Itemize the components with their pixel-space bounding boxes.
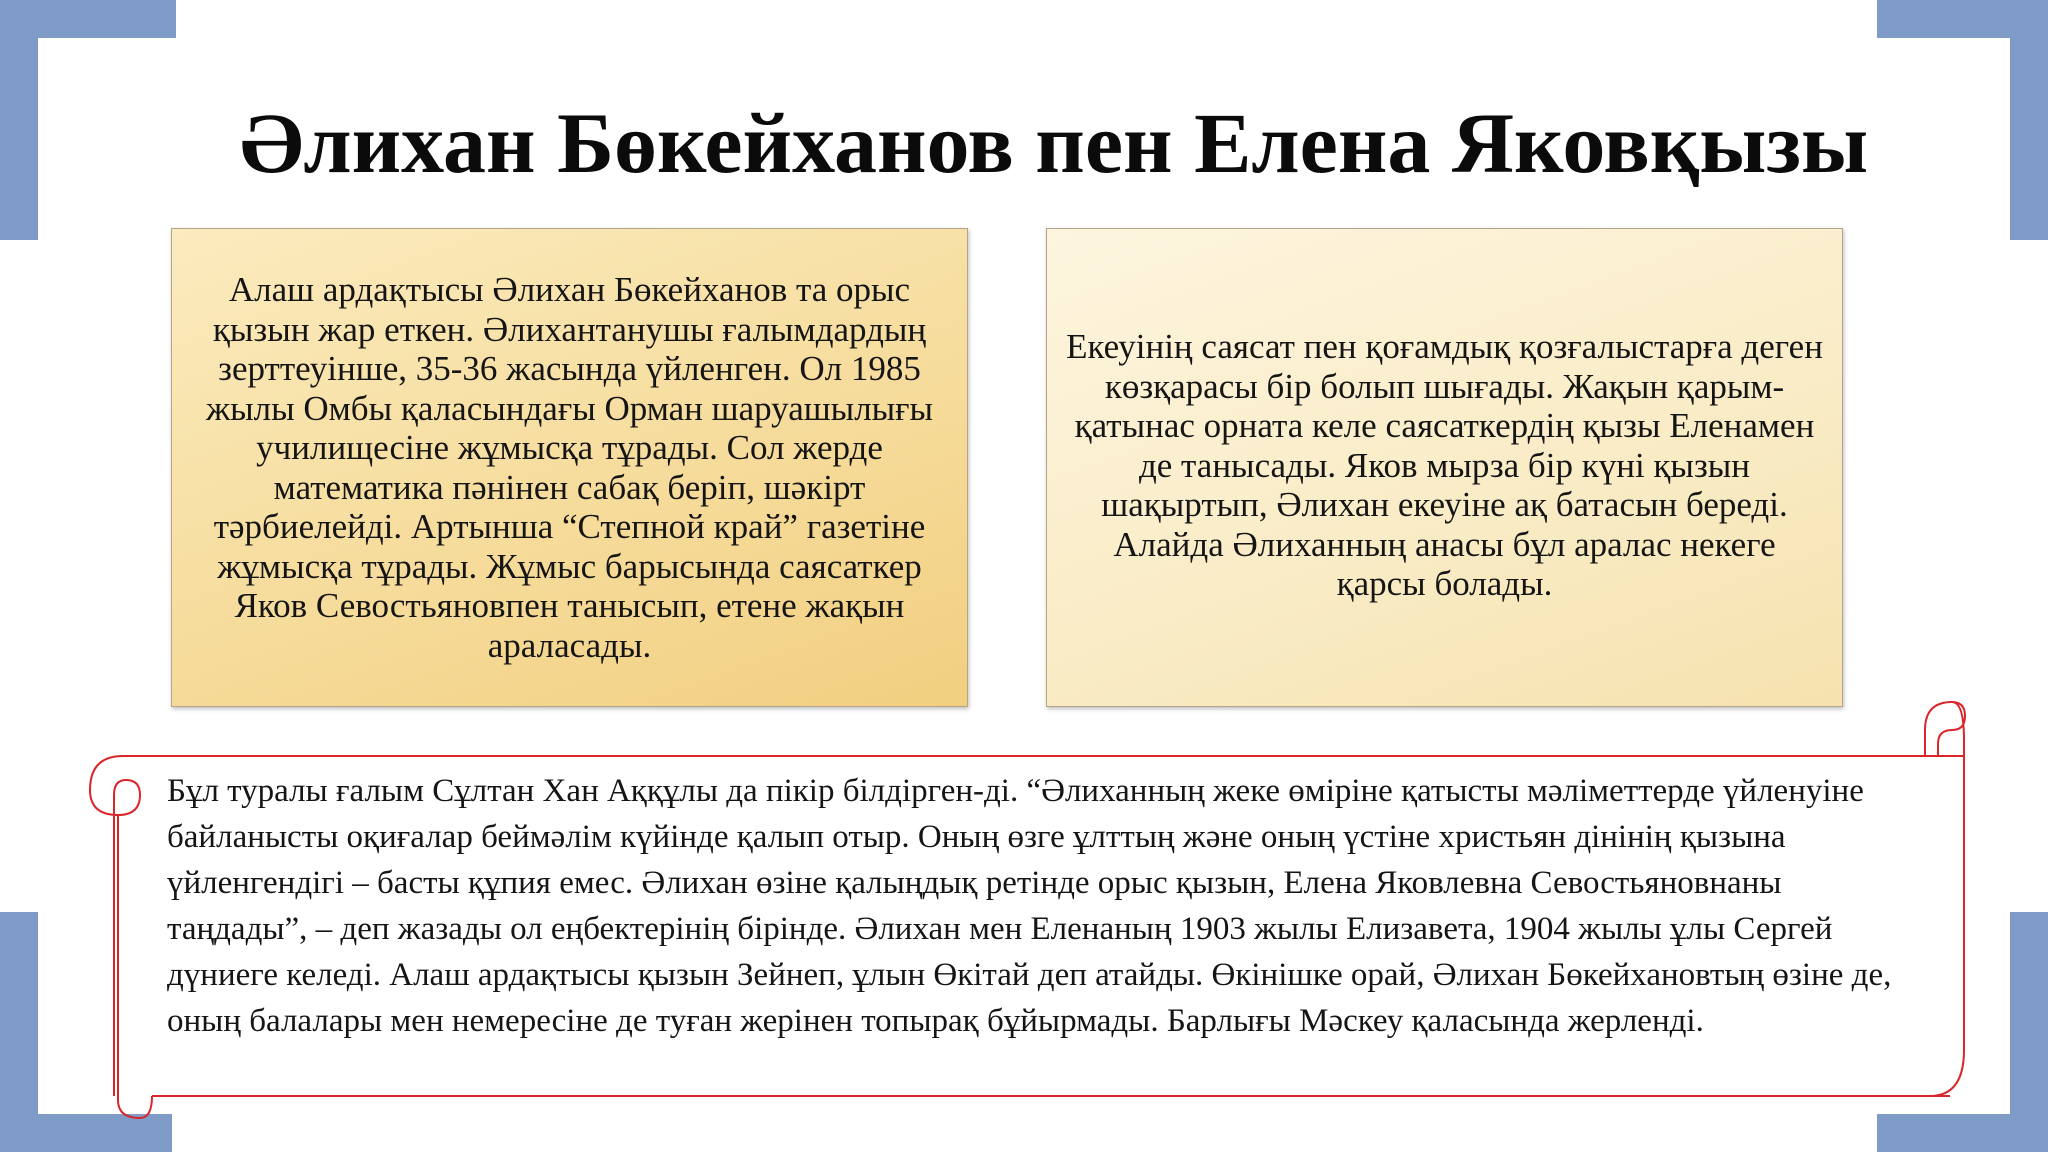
scroll-text: Бұл туралы ғалым Сұлтан Хан Аққұлы да пікір білдірген-ді. “Әлиханның жеке өміріне қатысты мәліметтерде үйленуіне байланысты оқиғалар беймәлім күйінде қалып отыр. Оның өзге ұлттың және оның үстіне христьян дінінің қызына үйленгендігі – басты құпия емес. Әлихан өзіне қалыңдық ретінде орыс қызын, Елена Яковлевна Севостьяновнаны таңдады”, – деп жазады ол еңбектерінің бірінде. Әлихан мен Еленаның 1903 жылы Елизавета, 1904 жылы ұлы Сергей дүниеге келеді. Алаш ардақтысы қызын Зейнеп, ұлын Өкітай деп атайды. Өкінішке орай, Әлихан Бөкейхановтың өзіне де, оның балалары мен немересіне де туған жерінен топырақ бұйырмады. Барлығы Мәскеу қаласында жерленді. (167, 773, 1892, 1039)
right-text-box (1046, 228, 1843, 707)
scroll-right-roll (1925, 702, 1965, 1096)
slide-title: Әлихан Бөкейханов пен Елена Яковқызы (239, 95, 1869, 191)
frame-corner-bottom-left-horizontal (0, 1114, 172, 1152)
left-box-text: Алаш ардақтысы Әлихан Бөкейханов та орыс қызын жар еткен. Әлихантанушы ғалымдардың зерттеуінше, 35-36 жасында үйленген. Ол 1985 жылы Омбы қаласындағы Орман шаруашылығы училищесіне жұмысқа тұрады. Сол жерде математика пәнінен сабақ беріп, шәкірт тәрбиелейді. Артынша “Степной край” газетіне жұмысқа тұрады. Жұмыс барысында саясаткер Яков Севостьяновпен танысып, етене жақын араласады. (205, 270, 934, 665)
scroll-left-roll (90, 756, 152, 1118)
left-text-box (171, 228, 968, 707)
right-box-text: Екеуінің саясат пен қоғамдық қозғалыстарға деген көзқарасы бір болып шығады. Жақын қарым-қатынас орната келе саясаткердің қызы Еленамен де танысады. Яков мырза бір күні қызын шақыртып, Әлихан екеуіне ақ батасын береді. Алайда Әлиханның анасы бұл аралас некеге қарсы болады. (1066, 327, 1823, 603)
frame-corner-bottom-right-horizontal (1877, 1114, 2048, 1152)
